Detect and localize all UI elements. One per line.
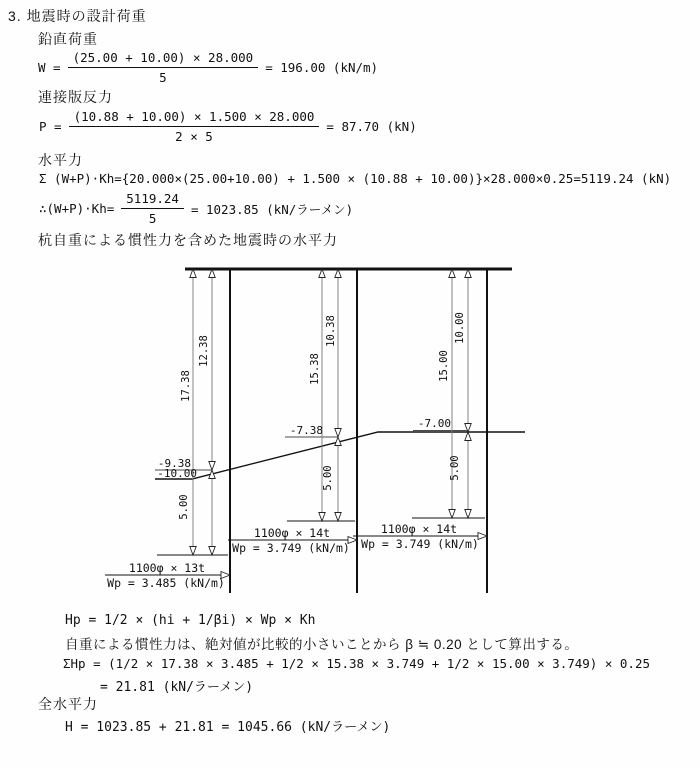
elevation-label-pile-1-upper: -9.38 [157,457,191,470]
formula-p-fraction [69,109,320,144]
heading-vertical-load: 鉛直荷重 [38,31,98,47]
heading-horizontal-force: 水平力 [38,152,83,168]
diagram-caption: 杭自重による慣性力を含めた地震時の水平力 [38,232,338,248]
pile-3-weight-label: Wp = 3.749 (kN/m) [361,537,479,551]
formula-kh-fraction [121,191,184,226]
formula-kh-numerator: 5119.24 [121,191,184,209]
formula-hp: Hp = 1/2 × (hi + 1/βi) × Wp × Kh [65,613,316,628]
dim-label-pile-2-upper: 10.38 [325,315,337,347]
formula-p-result: = 87.70 (kN) [326,119,417,134]
formula-w-denominator: 5 [159,70,167,85]
dim-label-pile-1-lower: 5.00 [178,494,190,520]
pile-diagram [100,260,540,600]
formula-plate-reaction [39,109,417,144]
formula-p-numerator: (10.88 + 10.00) × 1.500 × 28.000 [69,109,320,127]
pile-1-spec-label: 1100φ × 13t [128,561,206,575]
dim-label-pile-1-total: 17.38 [180,370,192,402]
formula-kh-denominator: 5 [148,211,157,226]
pile-3-spec-callout [353,522,487,551]
heading-total-horizontal-force: 全水平力 [38,696,98,712]
formula-sum-hp: ΣHp = (1/2 × 17.38 × 3.485 + 1/2 × 15.38 × 3.749 + 1/2 × 15.00 × 3.749) × 0.25 [63,656,650,671]
dim-label-pile-3-total: 15.00 [438,350,450,382]
heading-plate-reaction: 連接版反力 [38,89,113,105]
pile-2-spec-callout [228,526,357,555]
pile-2-weight-label: Wp = 3.749 (kN/m) [232,541,350,555]
page-title: 3. 地震時の設計荷重 [8,8,147,24]
elevation-label-pile-2: -7.38 [289,424,323,437]
pile-2-spec-label: 1100φ × 14t [253,526,331,540]
beta-note: 自重による慣性力は、絶対値が比較的小さいことから β ≒ 0.20 として算出する。 [65,637,579,652]
dimension-arrowheads [190,269,471,555]
formula-kh-lhs: ∴(W+P)·Kh= [39,201,115,216]
formula-p-lhs: P = [39,119,62,134]
formula-sum-kh: Σ (W+P)·Kh={20.000×(25.00+10.00) + 1.500 × (10.88 + 10.00)}×28.000×0.25=5119.24 (kN) [39,171,672,186]
elevation-label-pile-1-lower: -10.00 [157,467,197,480]
formula-sum-hp-result: = 21.81 (kN/ラーメン) [100,680,254,695]
formula-w-lhs: W = [38,60,61,75]
dim-label-pile-3-upper: 10.00 [454,312,466,344]
dimension-lines [193,269,468,555]
dim-label-pile-3-lower: 5.00 [449,455,461,481]
formula-w-numerator: (25.00 + 10.00) × 28.000 [68,50,259,68]
formula-w-result: = 196.00 (kN/m) [265,60,379,75]
pile-1-spec-callout [105,561,230,590]
elevation-label-pile-3: -7.00 [417,417,451,430]
dim-label-pile-2-lower: 5.00 [322,465,334,491]
pile-3-spec-arrow [478,533,487,540]
formula-w-fraction [68,50,259,85]
formula-therefore-kh [39,191,353,226]
pile-1-weight-label: Wp = 3.485 (kN/m) [107,576,225,590]
formula-vertical-load [38,50,378,85]
formula-kh-result: = 1023.85 (kN/ラーメン) [190,201,354,217]
formula-total-h: H = 1023.85 + 21.81 = 1045.66 (kN/ラーメン) [65,720,391,735]
dim-label-pile-1-upper: 12.38 [198,335,210,367]
pile-3-spec-label: 1100φ × 14t [380,522,458,536]
dim-label-pile-2-total: 15.38 [309,353,321,385]
formula-p-denominator: 2 × 5 [175,129,213,144]
